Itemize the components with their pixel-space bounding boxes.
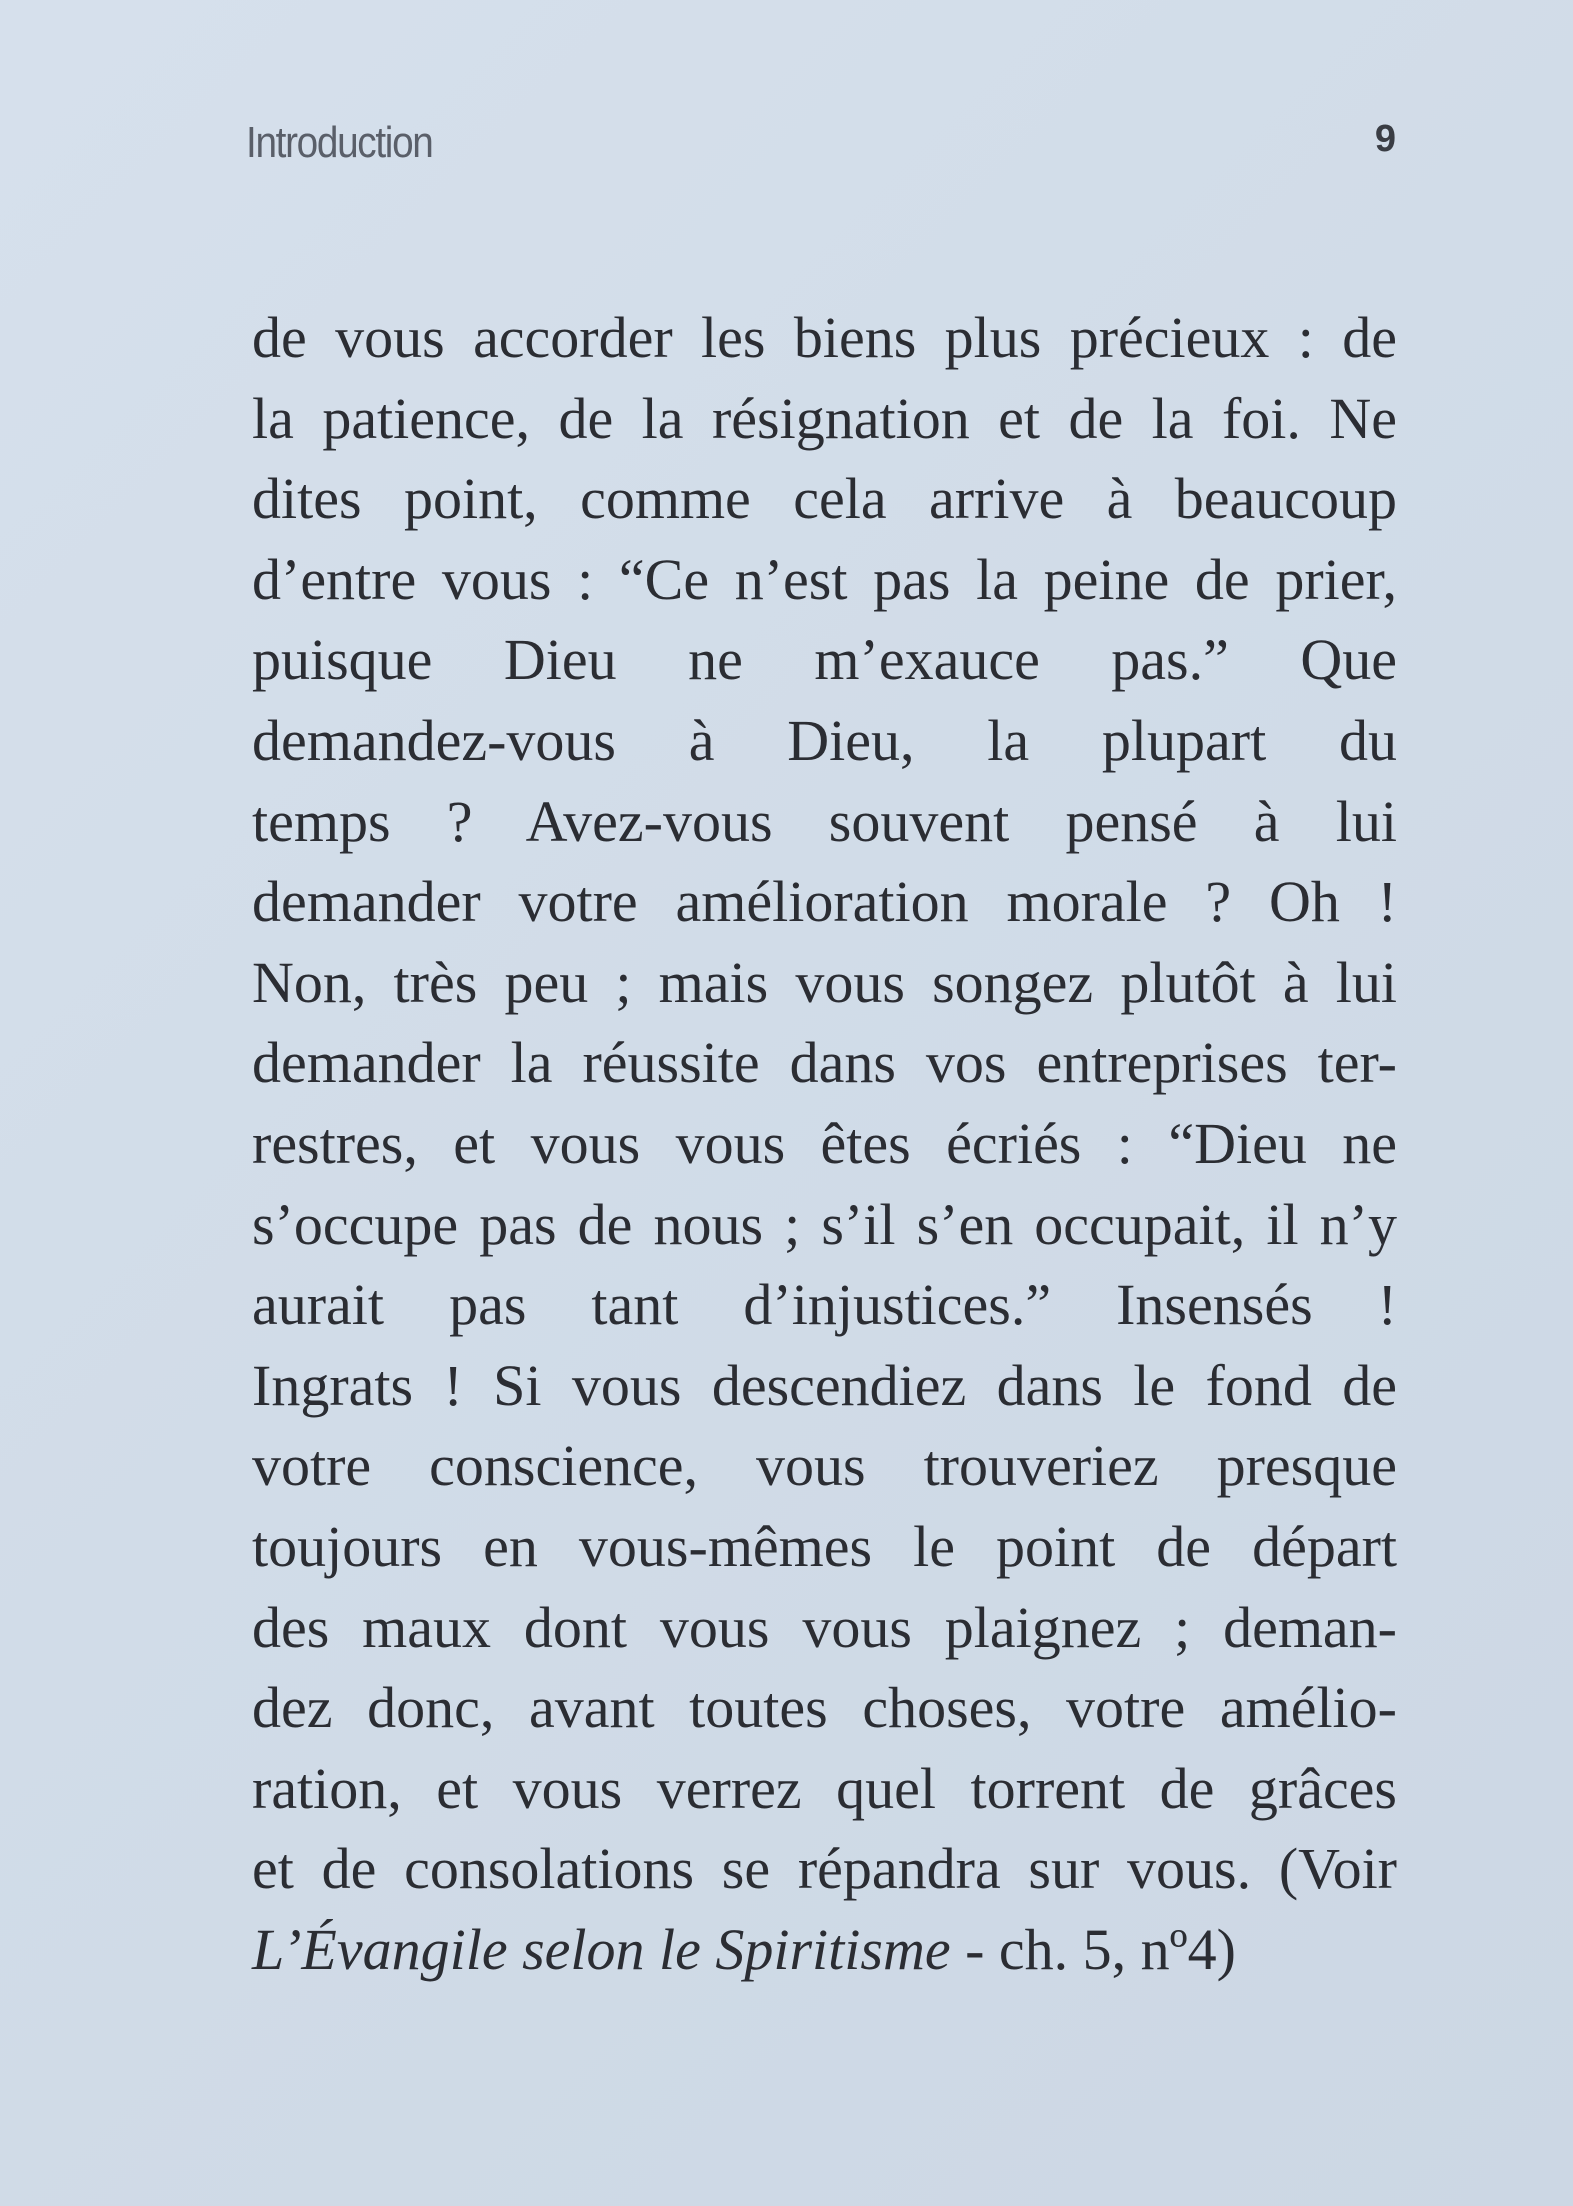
text-line: ration, et vous verrez quel torrent de grâces <box>252 1755 1397 1821</box>
reference-detail: - ch. 5, nº4) <box>950 1916 1236 1982</box>
text-line: Non, très peu ; mais vous songez plutôt à lui <box>252 949 1397 1015</box>
text-line: Ingrats ! Si vous descendiez dans le fond de <box>252 1352 1397 1418</box>
text-line: restres, et vous vous êtes écriés : “Dieu ne <box>252 1110 1397 1176</box>
running-header <box>246 118 1396 178</box>
reference-book-title: L’Évangile selon le Spiritisme <box>252 1916 951 1982</box>
text-line: de vous accorder les biens plus précieux : de <box>252 305 1397 370</box>
text-line: toujours en vous-mêmes le point de départ <box>252 1513 1397 1579</box>
body-paragraph <box>252 298 1397 1990</box>
text-line: dez donc, avant toutes choses, votre amélio- <box>252 1675 1397 1741</box>
section-title: Introduction <box>246 118 433 167</box>
text-line: puisque Dieu ne m’exauce pas.” Que <box>252 627 1397 693</box>
text-line: demander votre amélioration morale ? Oh ! <box>252 869 1397 935</box>
reference-line <box>252 1910 1397 1991</box>
text-line: la patience, de la résignation et de la foi. Ne <box>252 385 1397 451</box>
text-line: s’occupe pas de nous ; s’il s’en occupait, il n’y <box>252 1191 1397 1257</box>
text-line: d’entre vous : “Ce n’est pas la peine de prier, <box>252 546 1397 612</box>
text-line: temps ? Avez-vous souvent pensé à lui <box>252 788 1397 854</box>
text-line: des maux dont vous vous plaignez ; deman- <box>252 1594 1397 1660</box>
text-line: demander la réussite dans vos entreprises ter- <box>252 1030 1397 1096</box>
text-line: et de consolations se répandra sur vous. (Voir <box>252 1836 1397 1902</box>
text-line: dites point, comme cela arrive à beaucoup <box>252 466 1397 532</box>
page-number: 9 <box>1374 118 1396 160</box>
text-line: aurait pas tant d’injustices.” Insensés ! <box>252 1272 1397 1338</box>
text-line: demandez-vous à Dieu, la plupart du <box>252 707 1397 773</box>
text-line: votre conscience, vous trouveriez presque <box>252 1433 1397 1499</box>
